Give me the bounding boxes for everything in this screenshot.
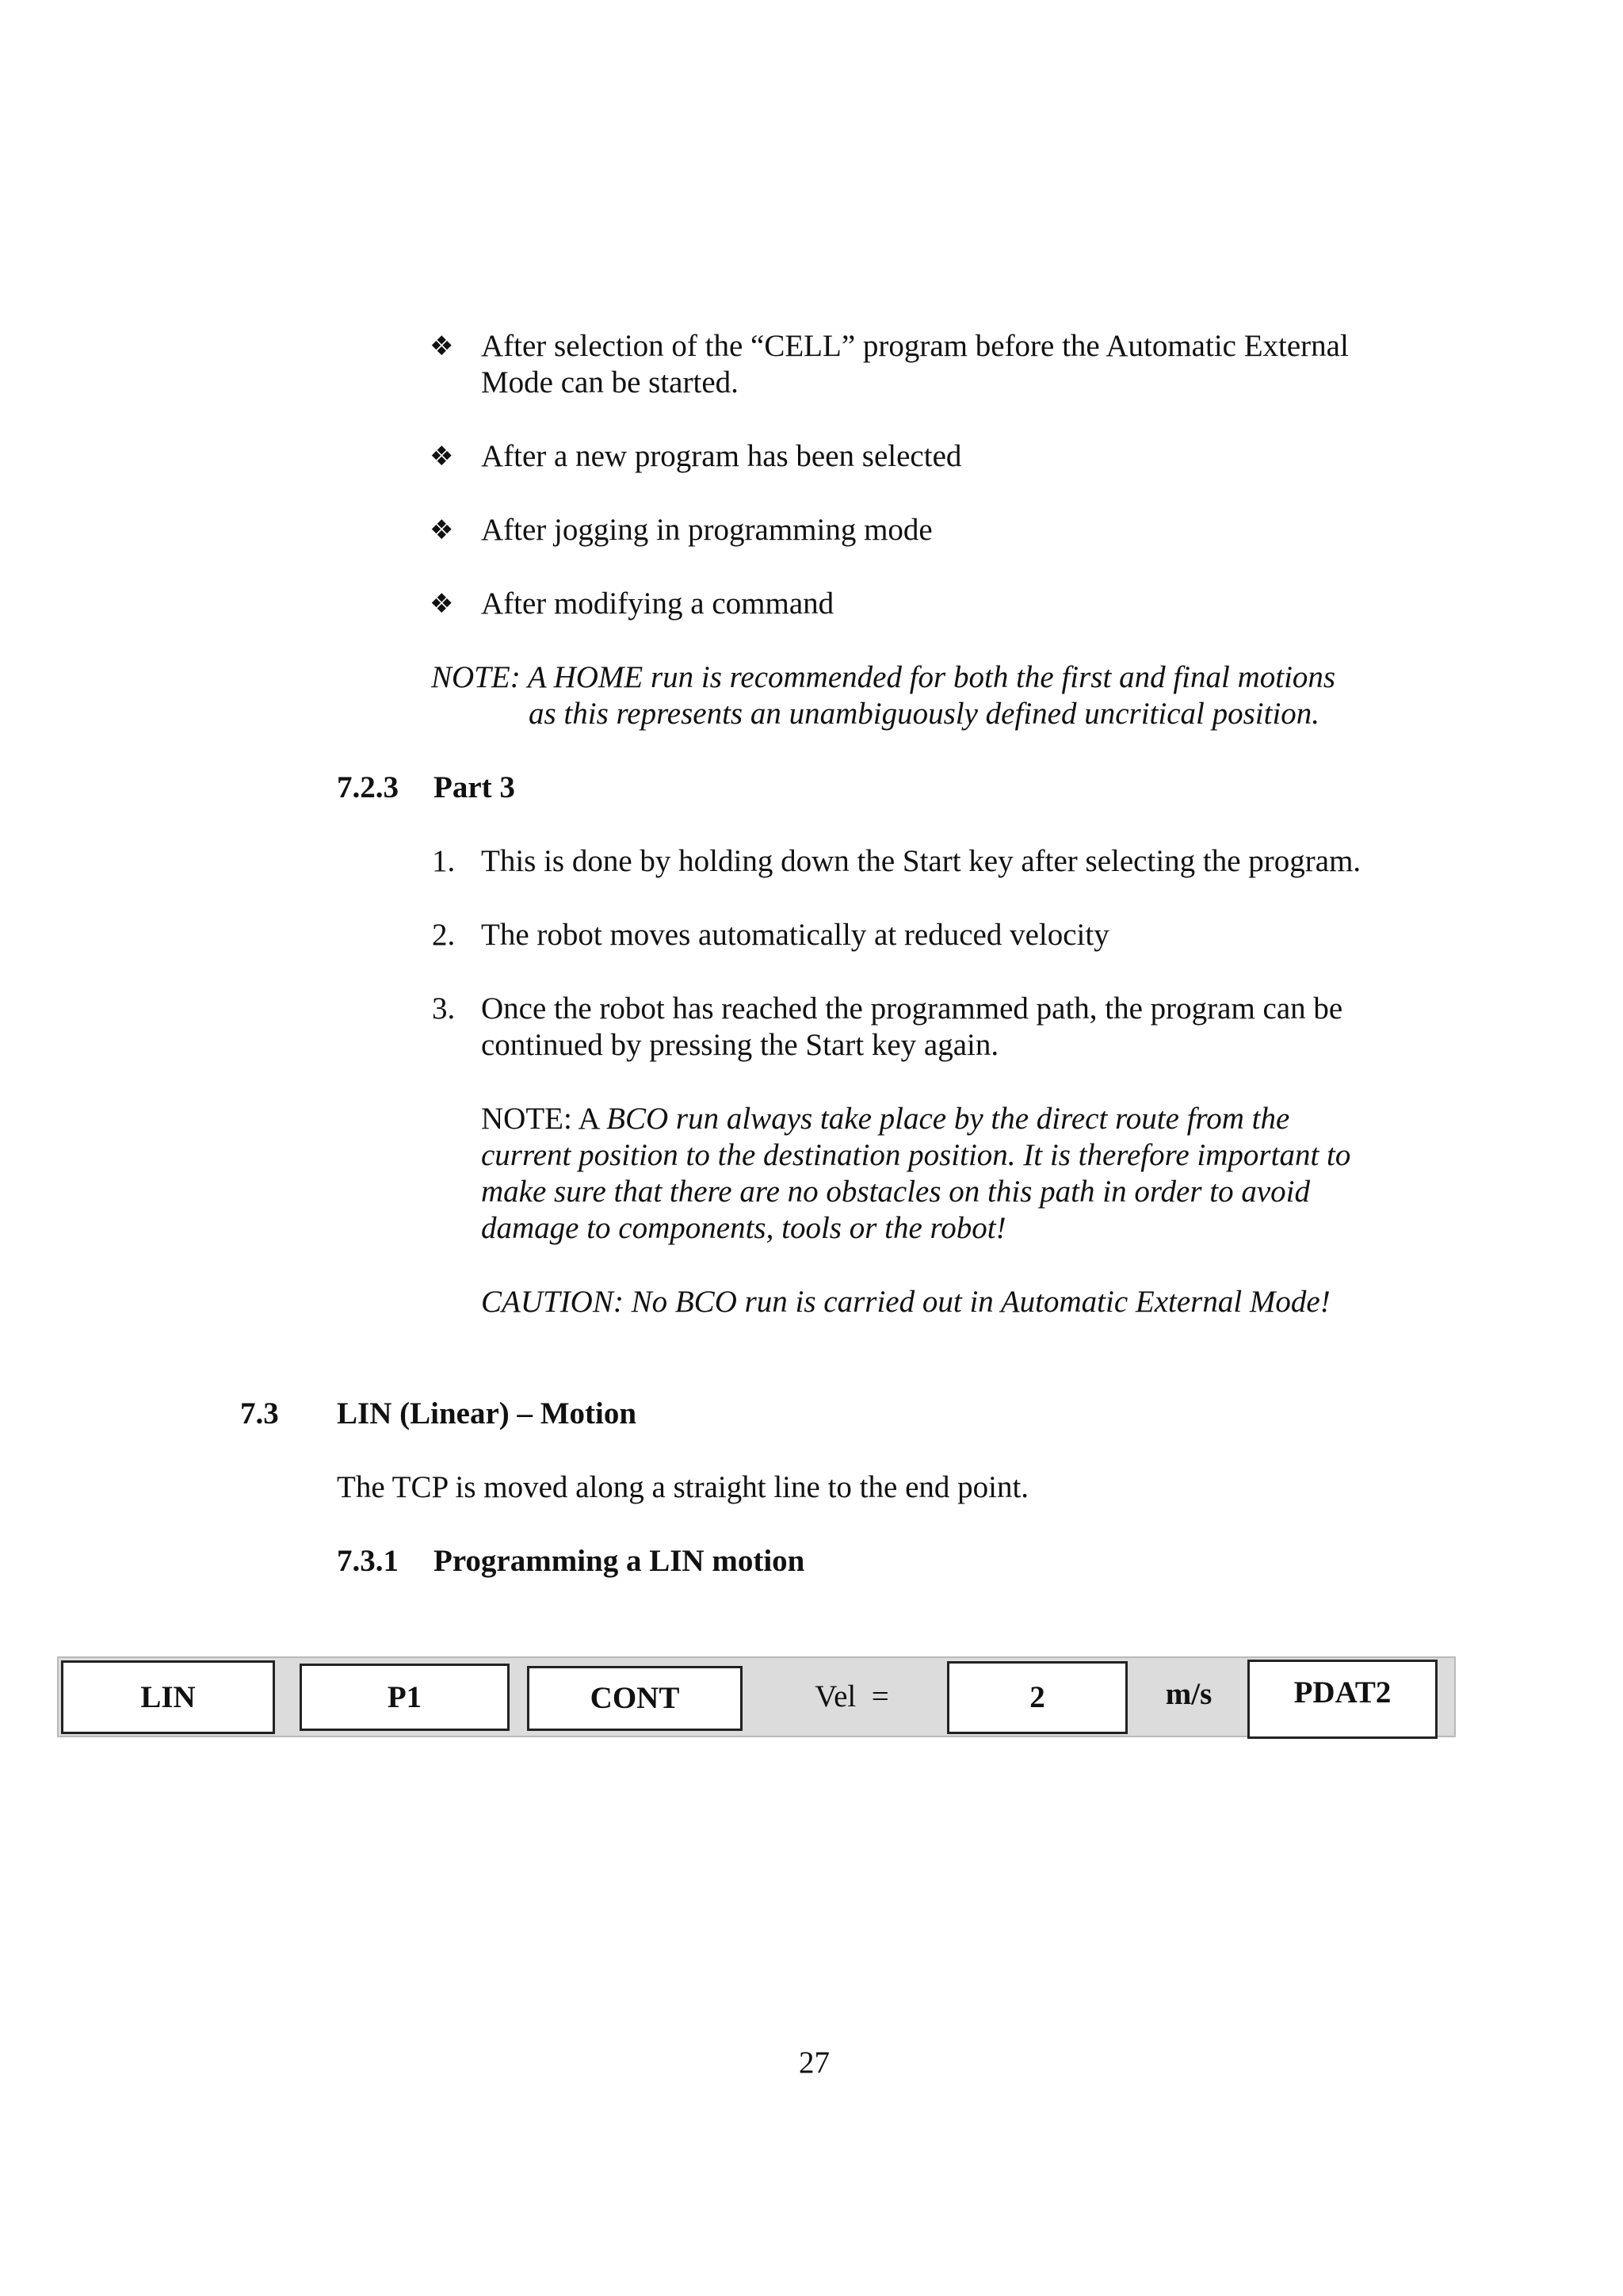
page-number: 27 [799, 2046, 830, 2080]
section-number-73: 7.3 [240, 1396, 279, 1431]
bullet-text-2: After a new program has been selected [481, 439, 962, 473]
note-home-line1: NOTE: A HOME run is recommended for both the first and final motions [431, 660, 1336, 694]
bullet-symbol: ❖ [430, 514, 454, 546]
step-text-1: This is done by holding down the Start key after selecting the program. [481, 844, 1361, 878]
bullet-text-1a: After selection of the “CELL” program before the Automatic External [481, 329, 1349, 363]
note-bco [481, 1101, 1289, 1137]
section-title-731: Programming a LIN motion [433, 1544, 805, 1578]
step-text-2: The robot moves automatically at reduced velocity [481, 918, 1109, 952]
note-home-line2: as this represents an unambiguously defined uncritical position. [529, 697, 1320, 731]
section-title-723: Part 3 [433, 770, 515, 804]
step-text-3a: Once the robot has reached the programmed path, the program can be [481, 991, 1343, 1026]
bullet-text-1b: Mode can be started. [481, 365, 739, 399]
step-number-3: 3. [432, 991, 456, 1026]
section-number-723: 7.2.3 [337, 770, 399, 804]
step-number-2: 2. [432, 918, 456, 952]
section-title-73: LIN (Linear) – Motion [337, 1396, 637, 1431]
velocity-label: Vel = [815, 1679, 889, 1713]
velocity-unit: m/s [1165, 1677, 1212, 1711]
bullet-text-4: After modifying a command [481, 586, 834, 621]
caution-text: CAUTION: No BCO run is carried out in Automatic External Mode! [481, 1285, 1331, 1319]
note-bco-line3: make sure that there are no obstacles on this path in order to avoid [481, 1175, 1311, 1209]
motion-type-field[interactable]: LIN [61, 1660, 275, 1734]
bullet-symbol: ❖ [430, 441, 454, 472]
cont-field[interactable]: CONT [527, 1666, 743, 1731]
section-73-body: The TCP is moved along a straight line to the end point. [337, 1470, 1029, 1504]
note-bco-line4: damage to components, tools or the robot! [481, 1211, 1006, 1245]
velocity-value-field[interactable]: 2 [947, 1661, 1128, 1734]
section-number-731: 7.3.1 [337, 1544, 399, 1578]
note-bco-prefix: NOTE: A [481, 1102, 607, 1136]
bullet-text-3: After jogging in programming mode [481, 513, 933, 547]
pdat-field[interactable]: PDAT2 [1247, 1660, 1438, 1739]
bullet-symbol: ❖ [430, 330, 454, 362]
step-text-3b: continued by pressing the Start key again. [481, 1028, 999, 1062]
note-bco-line2: current position to the destination position. It is therefore important to [481, 1138, 1351, 1172]
note-bco-line1: BCO run always take place by the direct route from the [606, 1102, 1290, 1136]
bullet-symbol: ❖ [430, 588, 454, 620]
step-number-1: 1. [432, 844, 456, 878]
point-name-field[interactable]: P1 [300, 1664, 510, 1731]
